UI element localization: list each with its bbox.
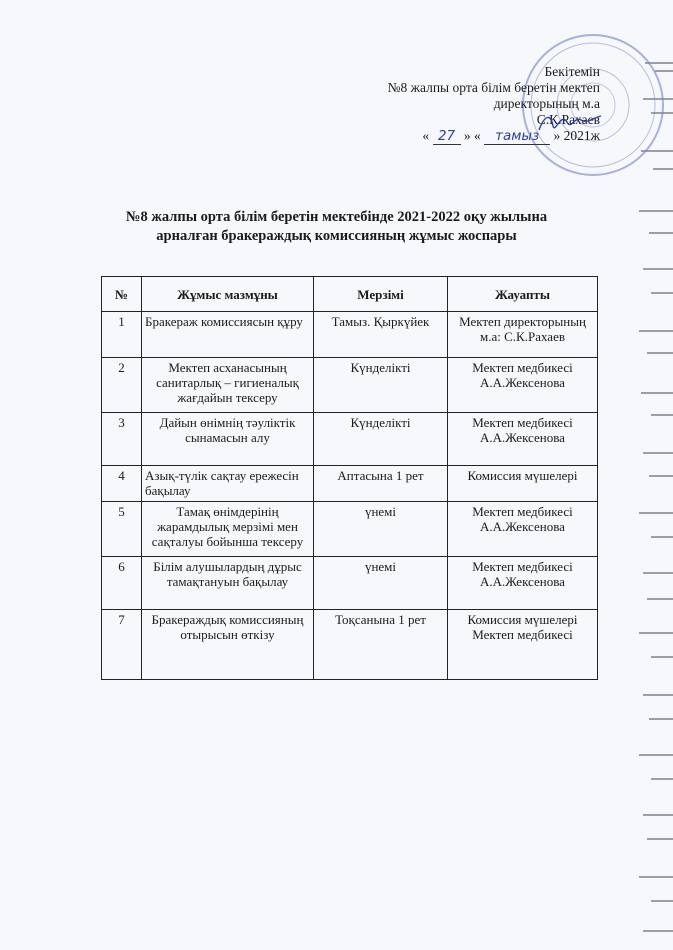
director-signature: [535, 108, 605, 138]
approval-date-day: 27: [433, 128, 461, 145]
header-responsible: Жауапты: [448, 277, 598, 312]
table-row: 7 Бракераждық комиссияның отырысын өткізу Тоқсанына 1 рет Комиссия мүшелері Мектеп медбикесі: [102, 610, 598, 680]
header-term: Мерзімі: [314, 277, 448, 312]
header-content: Жұмыс мазмұны: [142, 277, 314, 312]
table-header-row: [102, 277, 598, 312]
table-row: 5 Тамақ өнімдерінің жарамдылық мерзімі мен сақталуы бойынша тексеру үнемі Мектеп медбикесі А.А.Жексенова: [102, 502, 598, 557]
approval-director-name: С.К.Рахаев: [536, 112, 600, 127]
approval-heading: Бекітемін: [544, 64, 600, 79]
approval-date-month: тамыз: [484, 128, 550, 145]
approval-school: №8 жалпы орта білім беретін мектеп: [387, 80, 600, 95]
document-title: [0, 208, 673, 246]
title-line-1: №8 жалпы орта білім беретін мектебінде 2021-2022 оқу жылына: [125, 209, 548, 225]
approval-date: « 27 » « тамыз » 2021ж: [422, 128, 600, 144]
header-number: №: [102, 277, 142, 312]
table-row: 6 Білім алушылардың дұрыс тамақтануын бақылау үнемі Мектеп медбикесі А.А.Жексенова: [102, 557, 598, 610]
table-row: 1 Бракераж комиссиясын құру Тамыз. Қыркүйек Мектеп директорының м.а: С.К.Рахаев: [102, 312, 598, 358]
table-row: 2 Мектеп асханасының санитарлық – гигиеналық жағдайын тексеру Күнделікті Мектеп медбикесі А.А.Жексенова: [102, 358, 598, 413]
table-row: 3 Дайын өнімнің тәуліктік сынамасын алу Күнделікті Мектеп медбикесі А.А.Жексенова: [102, 413, 598, 466]
work-plan-table: [101, 276, 598, 680]
table-row: 4 Азық-түлік сақтау ережесін бақылау Аптасына 1 рет Комиссия мүшелері: [102, 466, 598, 502]
approval-position: директорының м.а: [493, 96, 600, 111]
title-line-2: арналған бракераждық комиссияның жұмыс жоспары: [156, 228, 517, 244]
